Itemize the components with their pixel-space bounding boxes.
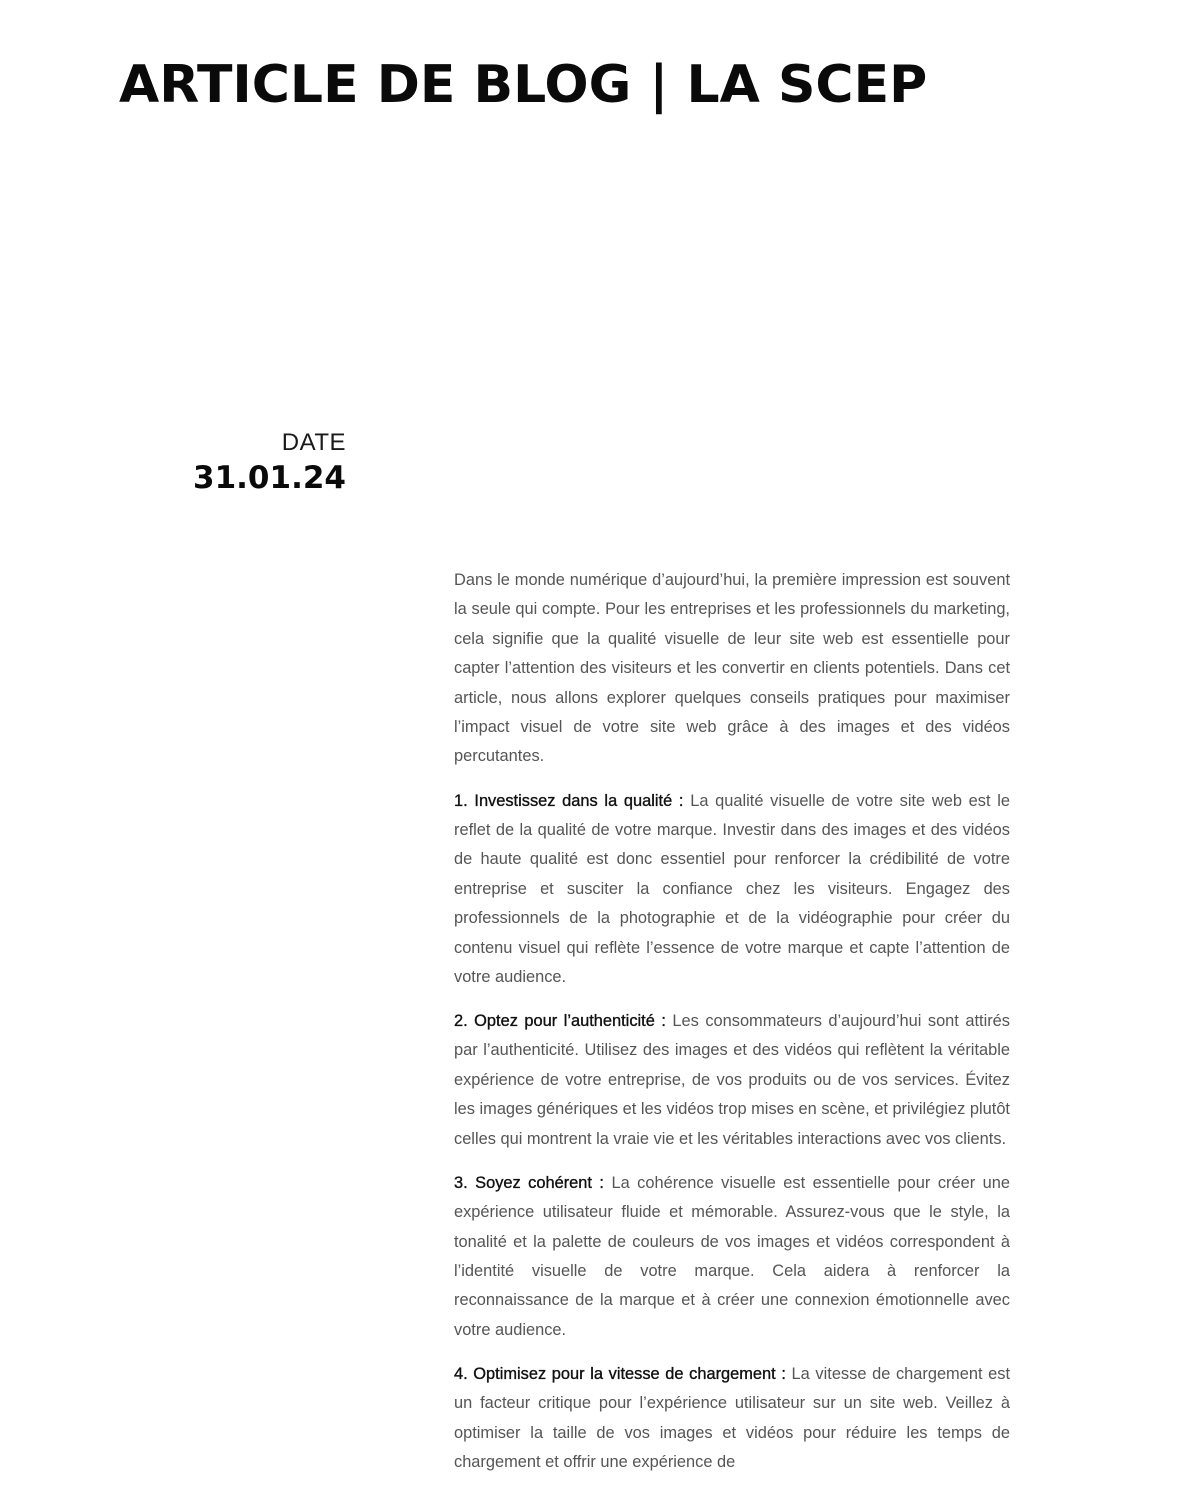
date-label: DATE: [281, 429, 346, 456]
section-text: La vitesse de chargement est un facteur critique pour l’expérience utilisateur sur un site web. Veillez à optimiser la taille de vos images et vidéos pour réduire les temps de chargement et offrir une expérience de: [454, 1364, 1011, 1472]
article-body: [454, 566, 1010, 1492]
article-intro: Dans le monde numérique d’aujourd’hui, la première impression est souvent la seule qui compte. Pour les entreprises et les professionnels du marketing, cela signifie que la qualité visuelle de leur site web est essentielle pour capter l’attention des visiteurs et les convertir en clients potentiels. Dans cet article, nous allons explorer quelques conseils pratiques pour maximiser l’impact visuel de votre site web grâce à des images et des vidéos percutantes.: [454, 571, 1010, 766]
section-text: La cohérence visuelle est essentielle pour créer une expérience utilisateur fluide et mémorable. Assurez-vous que le style, la tonalité et la palette de couleurs de vos images et vidéos correspondent à l’identité visuelle de votre marque. Cela aidera à renforcer la reconnaissance de la marque et à créer une connexion émotionnelle avec votre audience.: [454, 1173, 1010, 1339]
section-heading: 1. Investissez dans la qualité :: [454, 791, 684, 810]
section-text: La qualité visuelle de votre site web est le reflet de la qualité de votre marque. Investir dans des images et des vidéos de haute qualité est donc essentiel pour renforcer la crédibilité de votre entreprise et susciter la confiance chez les visiteurs. Engagez des professionnels de la photographie et de la vidéographie pour créer du contenu visuel qui reflète l’essence de votre marque et capte l’attention de votre audience.: [454, 791, 1010, 986]
date-value: 31.01.24: [193, 460, 346, 496]
article-section-3: [454, 1169, 1010, 1345]
date-block: [150, 428, 346, 498]
article-section-1: [454, 787, 1010, 993]
section-heading: 2. Optez pour l’authenticité :: [454, 1012, 666, 1031]
article-section-4: [454, 1360, 1010, 1478]
section-heading: 3. Soyez cohérent :: [454, 1173, 604, 1192]
section-text: Les consommateurs d’aujourd’hui sont attirés par l’authenticité. Utilisez des images et des vidéos qui reflètent la véritable expérience de votre entreprise, de vos produits ou de vos services. Évitez les images génériques et les vidéos trop mises en scène, et privilégiez plutôt celles qui montrent la vraie vie et les véritables interactions avec vos clients.: [454, 1012, 1010, 1148]
article-section-2: [454, 1007, 1010, 1154]
section-heading: 4. Optimisez pour la vitesse de chargement :: [454, 1364, 786, 1383]
page-title: ARTICLE DE BLOG | LA SCEP: [119, 55, 928, 115]
